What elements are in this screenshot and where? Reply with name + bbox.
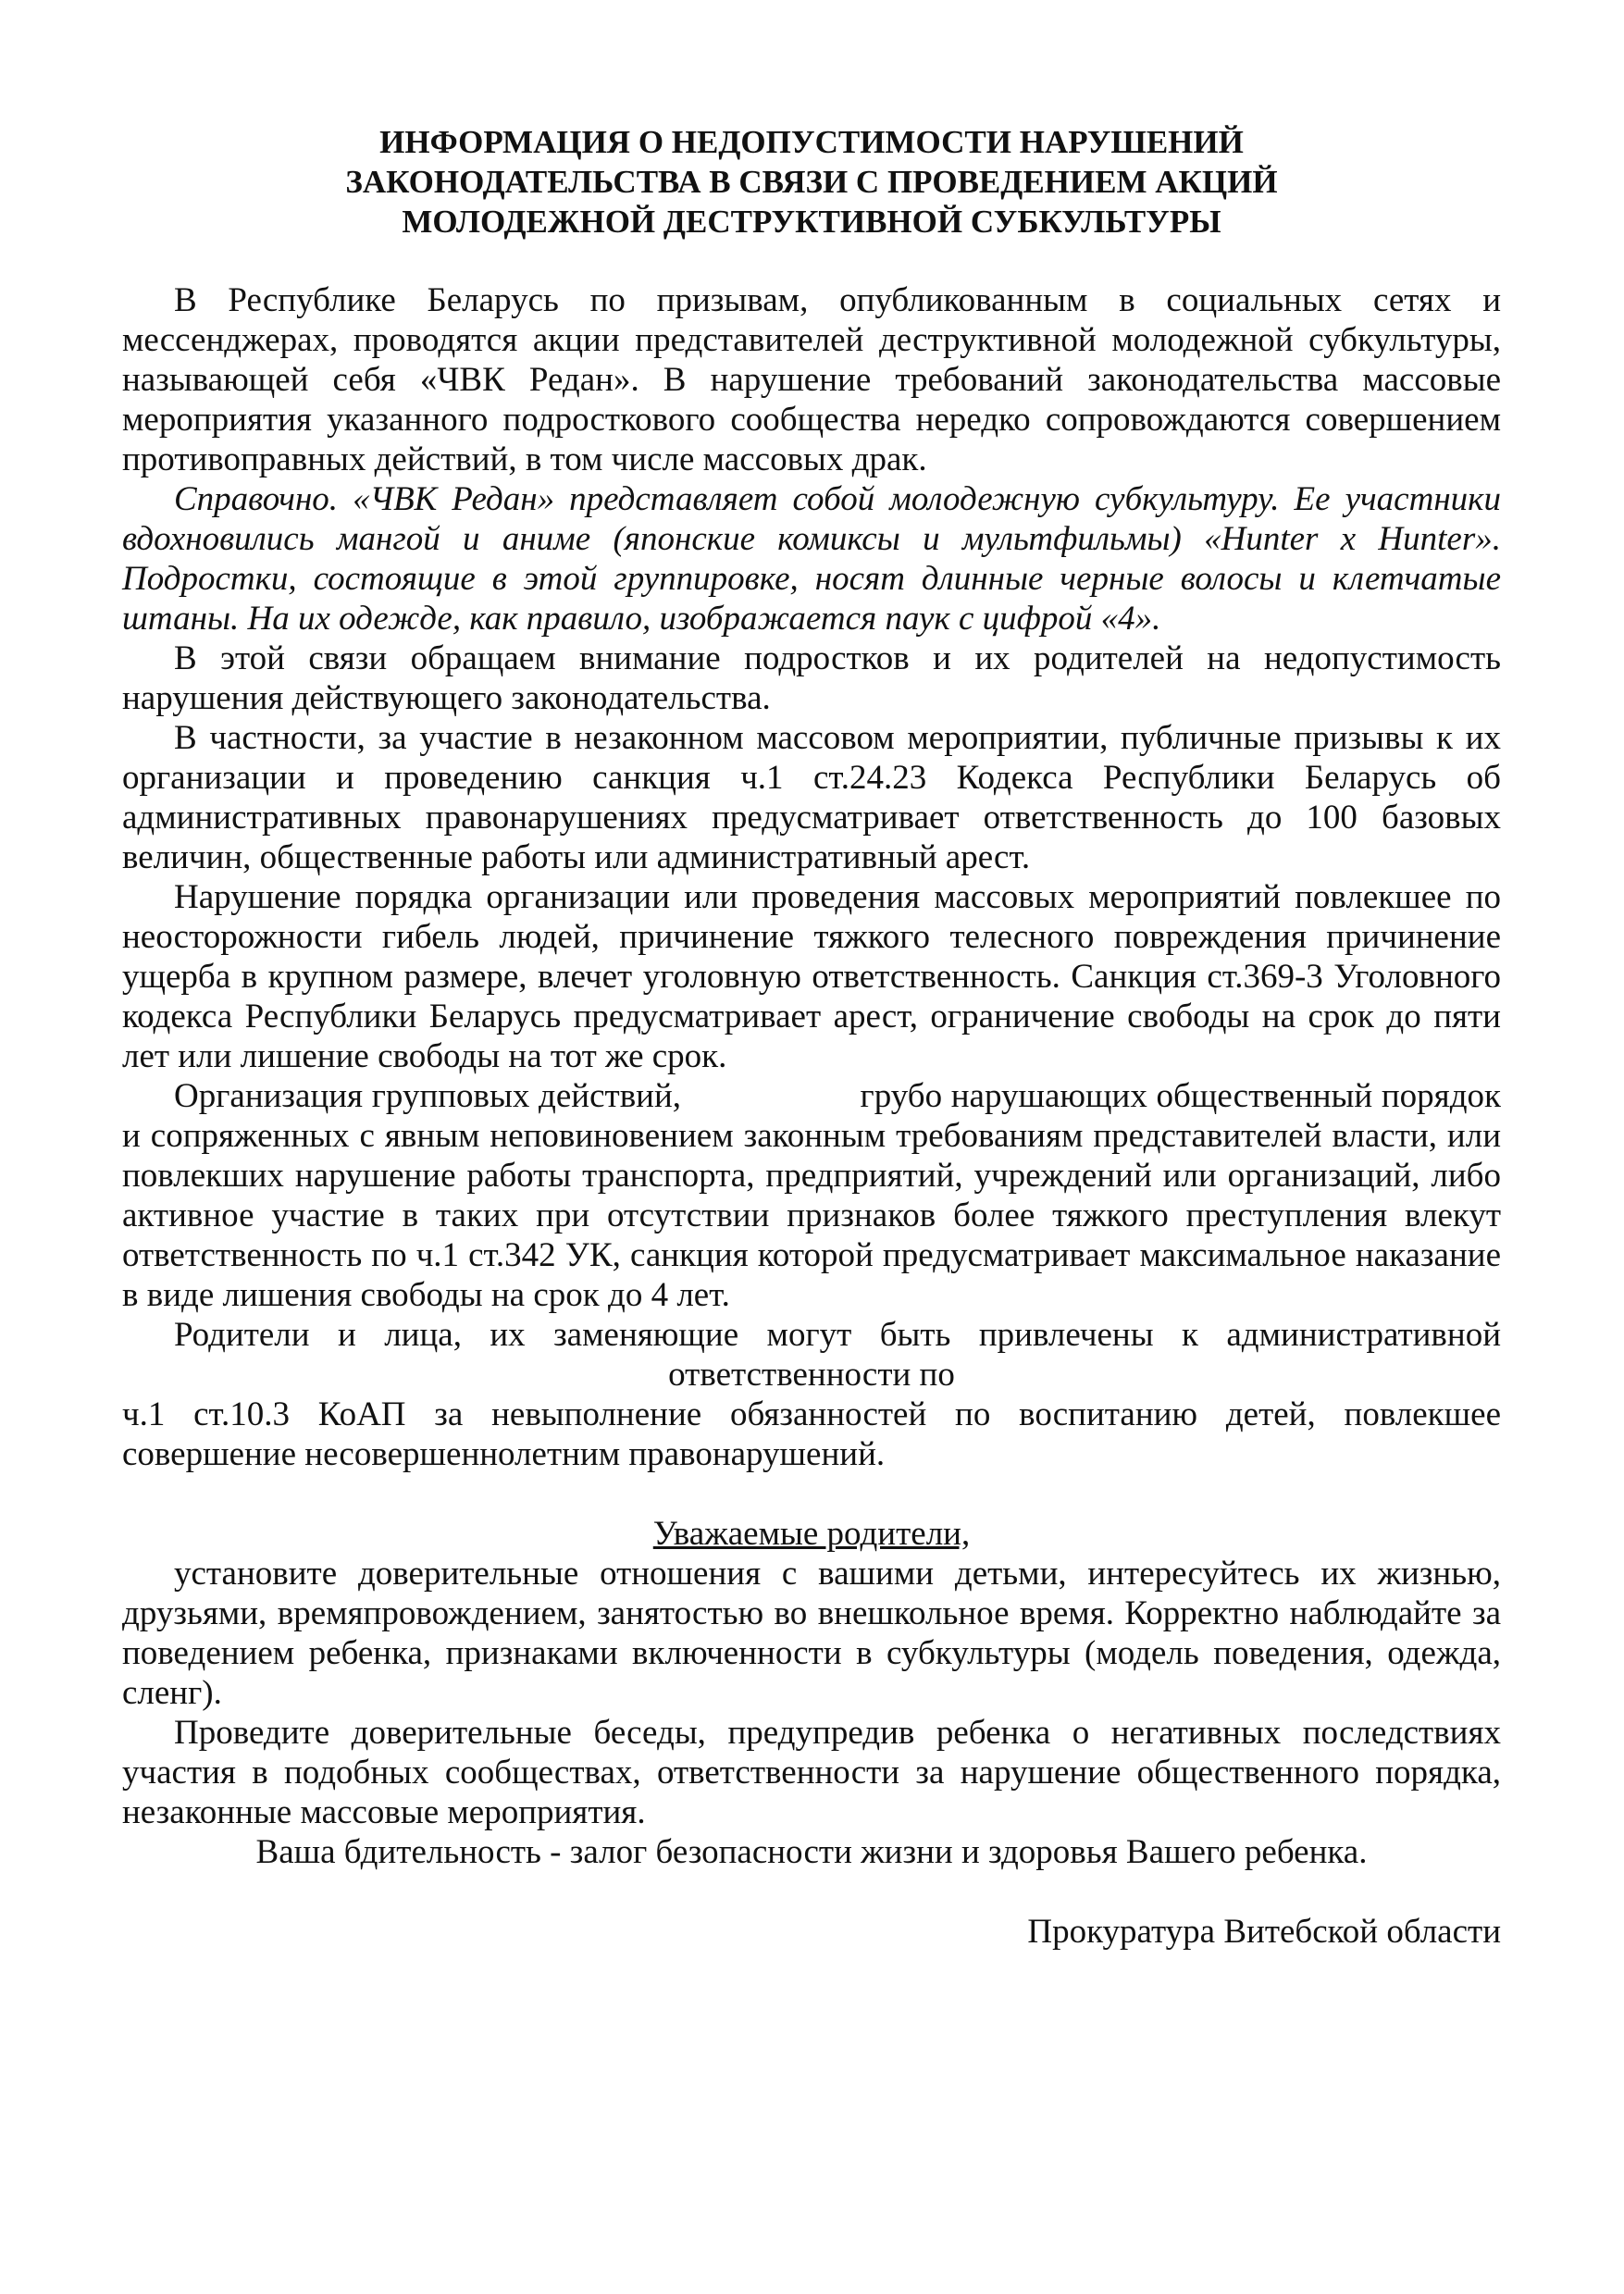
- document-title: [122, 122, 1501, 242]
- title-line-2: ЗАКОНОДАТЕЛЬСТВА В СВЯЗИ С ПРОВЕДЕНИЕМ АКЦИЙ: [345, 164, 1278, 200]
- attention-paragraph: В этой связи обращаем внимание подростков и их родителей на недопустимость нарушения действующего законодательства.: [122, 639, 1501, 717]
- administrative-liability-paragraph: В частности, за участие в незаконном массовом мероприятии, публичные призывы к их организации и проведению санкция ч.1 ст.24.23 Кодекса Республики Беларусь об административных правонарушениях предусматривает ответственность до 100 базовых величин, общественные работы или административный арест.: [122, 719, 1501, 876]
- title-line-3: МОЛОДЕЖНОЙ ДЕСТРУКТИВНОЙ СУБКУЛЬТУРЫ: [402, 204, 1221, 240]
- parents-liability-paragraph: [122, 1315, 1501, 1474]
- advice-paragraph-1: установите доверительные отношения с вашими детьми, интересуйтесь их жизнью, друзьями, времяпровождением, занятостью во внешкольное время. Корректно наблюдайте за поведением ребенка, признаками включенности в субкультуры (модель поведения, одежда, сленг).: [122, 1555, 1501, 1712]
- advice-paragraph-2: Проведите доверительные беседы, предупредив ребенка о негативных последствиях участия в подобных сообществах, ответственности за нарушение общественного порядка, незаконные массовые мероприятия.: [122, 1714, 1501, 1831]
- document-page: [122, 122, 1510, 1952]
- title-line-1: ИНФОРМАЦИЯ О НЕДОПУСТИМОСТИ НАРУШЕНИЙ: [379, 124, 1244, 160]
- parents-liability-line-3: ч.1 ст.10.3 КоАП за невыполнение обязанностей по воспитанию детей, повлекшее совершение несовершеннолетним правонарушений.: [122, 1395, 1501, 1473]
- parents-liability-line-1: Родители и лица, их заменяющие могут быть привлечены к административной: [174, 1316, 1501, 1354]
- intro-paragraph: В Республике Беларусь по призывам, опубликованным в социальных сетях и мессенджерах, проводятся акции представителей деструктивной молодежной субкультуры, называющей себя «ЧВК Редан». В нарушение требований законодательства массовые мероприятия указанного подросткового сообщества нередко сопровождаются совершением противоправных действий, в том числе массовых драк.: [122, 281, 1501, 478]
- criminal-liability-paragraph: Нарушение порядка организации или проведения массовых мероприятий повлекшее по неосторожности гибель людей, причинение тяжкого телесного повреждения причинение ущерба в крупном размере, влечет уголовную ответственность. Санкция ст.369-3 Уголовного кодекса Республики Беларусь предусматривает арест, ограничение свободы на срок до пяти лет или лишение свободы на тот же срок.: [122, 878, 1501, 1075]
- closing-line: Ваша бдительность - залог безопасности жизни и здоровья Вашего ребенка.: [255, 1833, 1368, 1871]
- parents-liability-line-2: ответственности по: [668, 1356, 955, 1394]
- group-actions-paragraph: Организация групповых действий, грубо нарушающих общественный порядок и сопряженных с явным неповиновением законным требованиям представителей власти, или повлекших нарушение работы транспорта, предприятий, учреждений или организаций, либо активное участие в таких при отсутствии признаков более тяжкого преступления влекут ответственность по ч.1 ст.342 УК, санкция которой предусматривает максимальное наказание в виде лишения свободы на срок до 4 лет.: [122, 1077, 1510, 1314]
- signature: Прокуратура Витебской области: [1027, 1913, 1501, 1951]
- address-heading: Уважаемые родители,: [652, 1515, 971, 1553]
- reference-note: Справочно. «ЧВК Редан» представляет собой молодежную субкультуру. Ее участники вдохновились мангой и аниме (японские комиксы и мультфильмы) «Hunter x Hunter». Подростки, состоящие в этой группировке, носят длинные черные волосы и клетчатые штаны. На их одежде, как правило, изображается паук с цифрой «4».: [122, 480, 1501, 638]
